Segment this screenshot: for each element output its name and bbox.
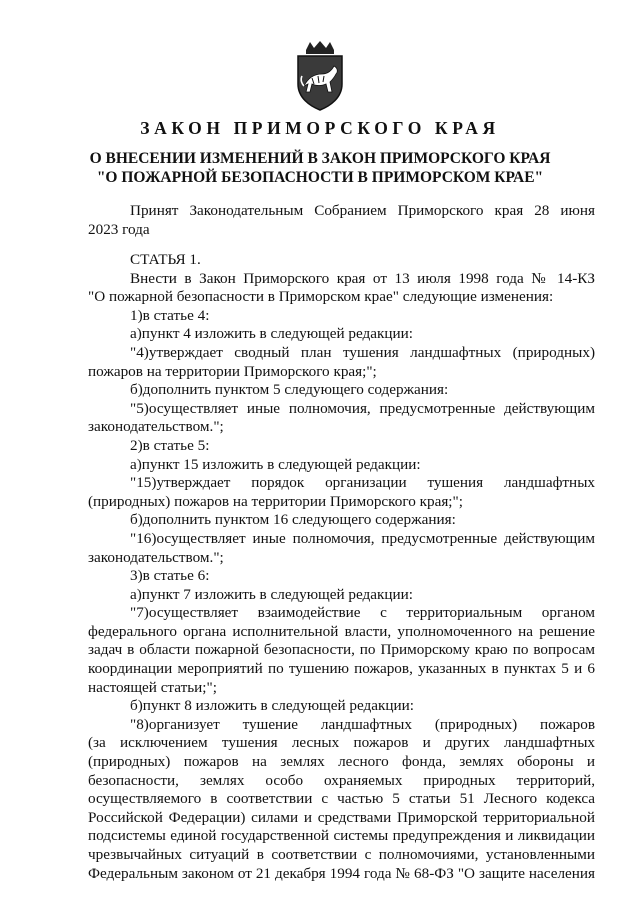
body-line: задач в области пожарной безопасности, по Приморскому краю по вопросам [88,641,595,659]
body-line: "5)осуществляет иные полномочия, предусмотренные действующим [130,399,595,417]
body-line: чрезвычайных ситуаций в соответствии с полномочиями, установленными [88,846,595,863]
body-line: б)дополнить пунктом 16 следующего содержания: [130,511,456,529]
article-heading: СТАТЬЯ 1. [130,251,201,268]
body-line: а)пункт 7 изложить в следующей редакции: [130,585,413,603]
body-line: Российской Федерации) силами и средствами Приморской территориальной [88,808,595,826]
body-line: безопасности, землях особо охраняемых природных территорий, [88,771,595,789]
coat-of-arms-icon [292,40,348,112]
body-line: пожаров на территории Приморского края;"; [88,362,377,380]
adoption-note [88,202,595,239]
body-line: 2)в статье 5: [130,436,210,454]
body-line: (природных) пожаров на территории Приморского края;"; [88,492,463,510]
body-line: 1)в статье 4: [130,306,210,324]
law-title: ЗАКОН ПРИМОРСКОГО КРАЯ [140,118,500,138]
body-line: федерального органа исполнительной власти, уполномоченного на решение [88,622,595,640]
article-body [88,251,595,883]
body-line: 3)в статье 6: [130,567,210,585]
body-line: Внести в Закон Приморского края от 13 июля 1998 года № 14-КЗ [130,269,595,287]
adoption-line-2: 2023 года [88,220,150,238]
body-line: настоящей статьи;"; [88,678,217,696]
body-line: "8)организует тушение ландшафтных (природных) пожаров [130,715,595,733]
body-line: "16)осуществляет иные полномочия, предусмотренные действующим [130,529,595,547]
body-line: а)пункт 4 изложить в следующей редакции: [130,325,413,343]
adoption-line-1: Принят Законодательным Собранием Приморского края 28 июня [130,202,595,219]
body-line: координации мероприятий по тушению пожаров, указанных в пунктах 5 и 6 [88,660,595,678]
body-line: а)пункт 15 изложить в следующей редакции: [130,455,421,473]
body-line: (за исключением тушения лесных пожаров и других ландшафтных [88,734,595,752]
body-line: осуществляемого в соответствии с частью 5 статьи 51 Лесного кодекса [88,790,595,808]
body-line: "15)утверждает порядок организации тушения ландшафтных [130,474,595,492]
body-line: подсистемы единой государственной системы предупреждения и ликвидации [88,827,595,845]
body-line: "О пожарной безопасности в Приморском крае" следующие изменения: [88,288,554,306]
law-subtitle-line-1: О ВНЕСЕНИИ ИЗМЕНЕНИЙ В ЗАКОН ПРИМОРСКОГО КРАЯ [89,150,551,167]
body-line: "4)утверждает сводный план тушения ландшафтных (природных) [130,343,595,361]
body-line: законодательством."; [88,418,224,436]
body-line: (природных) пожаров на землях лесного фонда, землях обороны и [88,753,595,771]
body-line: Федеральным законом от 21 декабря 1994 года № 68-ФЗ "О защите населения [88,864,595,882]
body-line: б)пункт 8 изложить в следующей редакции: [130,697,414,715]
body-line: "7)осуществляет взаимодействие с территориальным органом [130,604,595,622]
law-subtitle-line-2: "О ПОЖАРНОЙ БЕЗОПАСНОСТИ В ПРИМОРСКОМ КРАЕ" [96,169,544,186]
body-line: законодательством."; [88,548,224,566]
body-line: б)дополнить пунктом 5 следующего содержания: [130,381,449,399]
